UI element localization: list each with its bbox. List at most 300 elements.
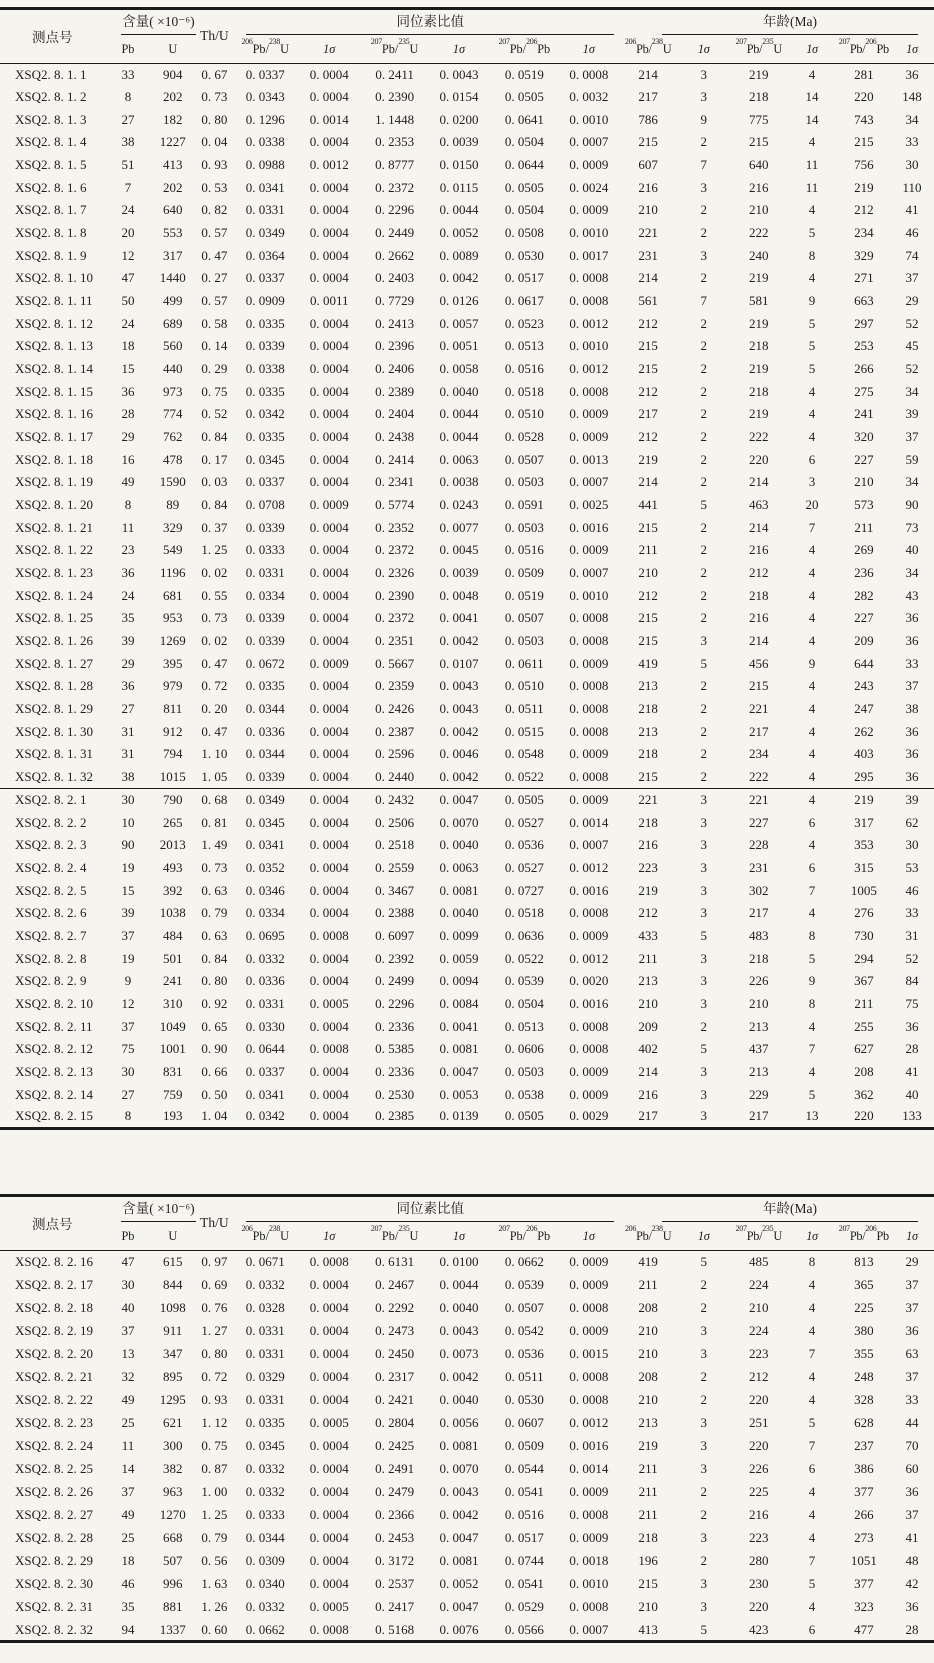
cell-1sigma: 4 [808, 678, 816, 694]
table-row [0, 1038, 934, 1061]
cell-ratio-206pb-238u: 0. 0349 [245, 225, 285, 241]
col-header-ratio-207pb-235u: $^{207}$Pb/$^{235}$U [370, 37, 419, 57]
cell-th-u: 0. 14 [201, 338, 228, 354]
cell-1sigma: 0. 0009 [569, 1063, 609, 1079]
cell-ratio-207pb-206pb: 0. 0519 [504, 587, 544, 603]
cell-age-206pb-238u: 196 [638, 1553, 658, 1569]
table-row [0, 1250, 934, 1273]
cell-1sigma: 0. 0004 [309, 225, 349, 241]
cell-1sigma: 0. 0052 [439, 225, 479, 241]
table-row [0, 857, 934, 880]
cell-1sigma: 0. 0012 [569, 1414, 609, 1430]
cell-age-207pb-235u: 222 [749, 225, 769, 241]
cell-age-206pb-238u: 221 [638, 225, 658, 241]
cell-ratio-207pb-206pb: 0. 0503 [504, 474, 544, 490]
cell-age-207pb-235u: 216 [749, 179, 769, 195]
cell-ratio-206pb-238u: 0. 0331 [245, 202, 285, 218]
cell-th-u: 0. 80 [201, 1345, 228, 1361]
cell-1sigma: 0. 0051 [439, 338, 479, 354]
cell-1sigma: 7 [808, 882, 816, 898]
table-row [0, 131, 934, 154]
cell-age-207pb-235u: 210 [749, 1299, 769, 1315]
table-row [0, 199, 934, 222]
cell-age-207pb-235u: 219 [749, 361, 769, 377]
table-row [0, 539, 934, 562]
cell-spot-id: XSQ2. 8. 2. 21 [15, 1368, 94, 1384]
cell-ratio-206pb-238u: 0. 0328 [245, 1299, 285, 1315]
cell-1sigma: 0. 0012 [569, 950, 609, 966]
cell-ratio-207pb-235u: 0. 2417 [375, 1599, 415, 1615]
table-row [0, 471, 934, 494]
cell-age-207pb-206pb: 211 [854, 995, 874, 1011]
cell-1sigma: 3 [700, 89, 707, 104]
cell-1sigma: 36 [905, 723, 919, 739]
cell-1sigma: 0. 0009 [309, 655, 349, 671]
cell-1sigma: 0. 0015 [569, 1345, 609, 1361]
cell-age-206pb-238u: 213 [638, 678, 658, 694]
cell-ratio-207pb-206pb: 0. 0516 [504, 542, 544, 558]
cell-u: 794 [163, 746, 183, 762]
cell-ratio-207pb-235u: 0. 2296 [375, 995, 415, 1011]
cell-1sigma: 0. 0004 [309, 859, 349, 875]
cell-1sigma: 4 [808, 723, 816, 739]
cell-age-206pb-238u: 413 [638, 1621, 658, 1637]
cell-1sigma: 2 [676, 766, 731, 789]
cell-1sigma: 0. 0047 [439, 1530, 479, 1546]
cell-spot-id: XSQ2. 8. 1. 18 [15, 451, 94, 467]
cell-1sigma: 0. 0017 [569, 247, 609, 263]
cell-ratio-207pb-206pb: 0. 0744 [504, 1553, 544, 1569]
cell-ratio-207pb-235u: 0. 2453 [375, 1530, 415, 1546]
col-header-ratio-207pb-235u: $^{207}$Pb/$^{235}$U [370, 1224, 419, 1244]
table-row [0, 925, 934, 948]
cell-1sigma: 0. 0009 [569, 1253, 609, 1269]
cell-age-207pb-206pb: 295 [838, 766, 890, 789]
cell-u: 681 [163, 587, 183, 603]
cell-1sigma: 3 [700, 1599, 707, 1615]
table-row [0, 1106, 934, 1129]
cell-ratio-207pb-235u: 0. 2491 [375, 1461, 415, 1477]
cell-age-206pb-238u: 208 [638, 1299, 658, 1315]
cell-ratio-207pb-235u: 0. 2473 [375, 1322, 415, 1338]
cell-age-206pb-238u: 213 [638, 723, 658, 739]
cell-u: 193 [163, 1108, 183, 1124]
cell-ratio-207pb-235u: 0. 2421 [375, 1391, 415, 1407]
table-row [0, 879, 934, 902]
cell-1sigma: 9 [808, 293, 816, 309]
cell-th-u: 0. 73 [201, 610, 228, 626]
cell-age-206pb-238u: 211 [638, 1507, 658, 1523]
cell-age-206pb-238u: 214 [638, 1063, 658, 1079]
cell-th-u: 0. 93 [201, 157, 228, 173]
cell-1sigma: 0. 0004 [309, 814, 349, 830]
cell-1sigma: 0. 0063 [439, 451, 479, 467]
cell-age-207pb-206pb: 275 [854, 383, 874, 399]
cell-spot-id: XSQ2. 8. 1. 26 [15, 633, 94, 649]
cell-1sigma: 0. 0004 [309, 451, 349, 467]
cell-spot-id: XSQ2. 8. 1. 19 [15, 474, 94, 490]
cell-ratio-206pb-238u: 0. 0334 [245, 905, 285, 921]
cell-th-u: 1. 27 [201, 1322, 228, 1338]
cell-th-u: 0. 20 [201, 701, 228, 717]
cell-th-u: 1. 05 [194, 766, 234, 789]
cell-age-207pb-206pb: 211 [854, 519, 874, 535]
cell-ratio-207pb-206pb: 0. 0516 [504, 361, 544, 377]
cell-1sigma: 0. 0016 [569, 882, 609, 898]
table-row [0, 494, 934, 517]
cell-u: 844 [163, 1276, 183, 1292]
cell-ratio-207pb-235u: 0. 2390 [375, 89, 415, 104]
cell-th-u: 0. 47 [201, 723, 228, 739]
cell-pb: 19 [121, 950, 135, 966]
cell-age-207pb-206pb: 627 [854, 1041, 874, 1057]
cell-u: 1001 [159, 1041, 186, 1057]
table-row [0, 154, 934, 177]
cell-pb: 37 [121, 927, 135, 943]
table-row [0, 1319, 934, 1342]
cell-age-207pb-235u: 212 [749, 1368, 769, 1384]
cell-1sigma: 0. 0004 [309, 1484, 349, 1500]
cell-1sigma: 0. 0042 [439, 1507, 479, 1523]
cell-1sigma: 0. 0005 [309, 1599, 349, 1615]
cell-age-207pb-206pb: 1051 [850, 1553, 877, 1569]
cell-th-u: 0. 75 [201, 383, 228, 399]
cell-1sigma: 0. 0014 [309, 111, 349, 127]
cell-th-u: 0. 63 [201, 882, 228, 898]
table-row [0, 1527, 934, 1550]
cell-u: 478 [163, 451, 183, 467]
cell-age-207pb-206pb: 317 [854, 814, 874, 830]
cell-th-u: 0. 17 [201, 451, 228, 467]
cell-1sigma: 0. 0004 [309, 1063, 349, 1079]
cell-ratio-207pb-206pb: 0. 0617 [504, 293, 544, 309]
cell-ratio-207pb-235u: 0. 2467 [375, 1276, 415, 1292]
cell-u: 881 [163, 1599, 183, 1615]
cell-age-206pb-238u: 210 [638, 202, 658, 218]
cell-spot-id: XSQ2. 8. 1. 17 [15, 429, 94, 445]
cell-th-u: 1. 26 [201, 1599, 228, 1615]
cell-age-207pb-235u: 225 [749, 1484, 769, 1500]
cell-u: 553 [163, 225, 183, 241]
cell-pb: 29 [121, 429, 135, 445]
cell-th-u: 0. 81 [201, 814, 228, 830]
cell-ratio-206pb-238u: 0. 0336 [245, 973, 285, 989]
cell-1sigma: 0. 0004 [309, 406, 349, 422]
cell-ratio-207pb-206pb: 0. 0522 [491, 766, 557, 789]
col-header-1sigma: 1σ [323, 1229, 336, 1244]
cell-1sigma: 0. 0005 [309, 995, 349, 1011]
cell-1sigma: 0. 0004 [309, 1108, 349, 1124]
cell-1sigma: 0. 0043 [439, 1484, 479, 1500]
cell-1sigma: 84 [905, 973, 919, 989]
cell-age-207pb-206pb: 266 [854, 361, 874, 377]
cell-1sigma: 8 [808, 927, 816, 943]
cell-1sigma: 0. 0045 [439, 542, 479, 558]
cell-1sigma: 90 [905, 497, 919, 513]
cell-1sigma: 0. 0100 [439, 1253, 479, 1269]
cell-1sigma: 30 [905, 837, 919, 853]
col-header-spot: 测点号 [32, 1217, 73, 1233]
cell-1sigma: 0. 0008 [569, 701, 609, 717]
cell-ratio-206pb-238u: 0. 0708 [245, 497, 285, 513]
cell-age-207pb-235u: 217 [749, 1108, 769, 1124]
cell-1sigma: 2 [700, 361, 707, 377]
cell-1sigma: 4 [786, 766, 837, 789]
cell-ratio-207pb-206pb: 0. 0636 [504, 927, 544, 943]
cell-1sigma: 2 [700, 315, 707, 331]
cell-u: 1196 [160, 565, 186, 581]
cell-u: 1015 [151, 766, 194, 789]
cell-1sigma: 0. 0004 [309, 1018, 349, 1034]
cell-ratio-207pb-206pb: 0. 0548 [504, 746, 544, 762]
col-header-ratio-206pb-238u: $^{206}$Pb/$^{238}$U [241, 1224, 289, 1244]
cell-ratio-206pb-238u: 0. 0337 [245, 474, 285, 490]
cell-1sigma: 0. 0007 [569, 1621, 609, 1637]
cell-1sigma: 0. 0008 [569, 610, 609, 626]
table-body [0, 1250, 934, 1642]
cell-spot-id: XSQ2. 8. 2. 2 [15, 814, 87, 830]
cell-age-207pb-235u: 214 [749, 633, 769, 649]
cell-1sigma: 0. 0014 [569, 1461, 609, 1477]
cell-ratio-207pb-235u: 0. 2414 [375, 451, 415, 467]
cell-1sigma: 3 [700, 1322, 707, 1338]
cell-ratio-206pb-238u: 0. 0344 [245, 1530, 285, 1546]
cell-1sigma: 0. 0007 [569, 837, 609, 853]
cell-spot-id: XSQ2. 8. 2. 8 [15, 950, 87, 966]
cell-ratio-207pb-206pb: 0. 0727 [504, 882, 544, 898]
cell-th-u: 0. 72 [201, 678, 228, 694]
cell-ratio-206pb-238u: 0. 0333 [245, 1507, 285, 1523]
cell-1sigma: 2 [700, 701, 707, 717]
cell-age-207pb-206pb: 271 [854, 270, 874, 286]
cell-ratio-206pb-238u: 0. 0344 [245, 746, 285, 762]
cell-1sigma: 4 [808, 1484, 816, 1500]
cell-age-207pb-235u: 215 [749, 134, 769, 150]
cell-1sigma: 3 [700, 973, 707, 989]
cell-age-206pb-238u: 212 [638, 587, 658, 603]
cell-u: 996 [163, 1576, 183, 1592]
cell-1sigma: 3 [700, 1345, 707, 1361]
cell-ratio-206pb-238u: 0. 0334 [245, 587, 285, 603]
cell-age-207pb-235u: 223 [749, 1345, 769, 1361]
cell-spot-id: XSQ2. 8. 1. 28 [15, 678, 94, 694]
cell-age-207pb-235u: 437 [749, 1041, 769, 1057]
cell-1sigma: 5 [700, 497, 707, 513]
cell-1sigma: 0. 0004 [309, 429, 349, 445]
cell-1sigma: 0. 0007 [569, 474, 609, 490]
cell-spot-id: XSQ2. 8. 1. 24 [15, 587, 94, 603]
cell-pb: 35 [121, 610, 135, 626]
cell-1sigma: 0. 0042 [439, 633, 479, 649]
cell-pb: 33 [121, 66, 135, 82]
cell-1sigma: 2 [700, 723, 707, 739]
cell-1sigma: 8 [808, 1253, 816, 1269]
cell-u: 329 [163, 519, 183, 535]
table-row [0, 902, 934, 925]
cell-th-u: 0. 57 [201, 293, 228, 309]
cell-ratio-206pb-238u: 0. 0341 [245, 179, 285, 195]
cell-ratio-207pb-206pb: 0. 0591 [504, 497, 544, 513]
cell-age-206pb-238u: 607 [638, 157, 658, 173]
cell-1sigma: 36 [905, 610, 919, 626]
cell-ratio-206pb-238u: 0. 0332 [245, 1461, 285, 1477]
cell-age-207pb-206pb: 377 [854, 1576, 874, 1592]
cell-1sigma: 2 [700, 406, 707, 422]
cell-age-206pb-238u: 218 [638, 701, 658, 717]
cell-u: 484 [163, 927, 183, 943]
cell-ratio-206pb-238u: 0. 0340 [245, 1576, 285, 1592]
cell-1sigma: 4 [808, 429, 816, 445]
cell-1sigma: 6 [808, 814, 816, 830]
cell-1sigma: 4 [808, 746, 816, 762]
cell-1sigma: 0. 0004 [309, 587, 349, 603]
cell-1sigma: 4 [808, 1599, 816, 1615]
cell-ratio-207pb-206pb: 0. 0538 [504, 1086, 544, 1102]
cell-1sigma: 2 [700, 225, 707, 241]
cell-1sigma: 0. 0014 [569, 814, 609, 830]
cell-u: 182 [163, 111, 183, 127]
cell-age-207pb-235u: 215 [749, 678, 769, 694]
cell-ratio-207pb-206pb: 0. 0544 [504, 1461, 544, 1477]
cell-1sigma: 0. 0009 [569, 1484, 609, 1500]
cell-ratio-206pb-238u: 0. 0335 [245, 1414, 285, 1430]
cell-ratio-206pb-238u: 0. 0335 [245, 315, 285, 331]
cell-1sigma: 0. 0004 [309, 1276, 349, 1292]
cell-1sigma: 0. 0004 [309, 1507, 349, 1523]
cell-th-u: 0. 79 [201, 1530, 228, 1546]
cell-1sigma: 4 [808, 542, 816, 558]
cell-1sigma: 0. 0008 [569, 1299, 609, 1315]
cell-1sigma: 6 [808, 451, 816, 467]
cell-age-207pb-206pb: 243 [854, 678, 874, 694]
cell-ratio-207pb-206pb: 0. 0662 [504, 1253, 544, 1269]
cell-ratio-207pb-235u: 0. 2530 [375, 1086, 415, 1102]
cell-1sigma: 6 [808, 1461, 816, 1477]
cell-ratio-206pb-238u: 0. 0672 [245, 655, 285, 671]
cell-spot-id: XSQ2. 8. 2. 19 [15, 1322, 94, 1338]
cell-spot-id: XSQ2. 8. 1. 5 [15, 157, 87, 173]
cell-ratio-206pb-238u: 0. 0337 [245, 1063, 285, 1079]
cell-1sigma: 0. 0047 [439, 1063, 479, 1079]
cell-pb: 27 [121, 1086, 135, 1102]
cell-1sigma: 28 [905, 1621, 919, 1637]
cell-1sigma: 29 [905, 1253, 919, 1269]
cell-age-207pb-235u: 456 [749, 655, 769, 671]
cell-u: 762 [163, 429, 183, 445]
cell-1sigma: 0. 0047 [439, 1599, 479, 1615]
cell-age-206pb-238u: 210 [638, 1391, 658, 1407]
cell-1sigma: 0. 0115 [439, 179, 479, 195]
cell-th-u: 0. 53 [201, 179, 228, 195]
cell-1sigma: 0. 0070 [439, 814, 479, 830]
cell-1sigma: 0. 0041 [439, 610, 479, 626]
cell-spot-id: XSQ2. 8. 2. 24 [15, 1437, 94, 1453]
cell-ratio-207pb-206pb: 0. 0507 [504, 451, 544, 467]
cell-spot-id: XSQ2. 8. 2. 25 [15, 1461, 94, 1477]
table-row [0, 63, 934, 86]
cell-1sigma: 3 [700, 814, 707, 830]
cell-u: 2013 [159, 837, 186, 853]
cell-age-206pb-238u: 231 [638, 247, 658, 263]
cell-spot-id: XSQ2. 8. 1. 4 [15, 134, 87, 150]
cell-1sigma: 0. 0005 [309, 1414, 349, 1430]
cell-age-207pb-235u: 221 [749, 701, 769, 717]
cell-1sigma: 0. 0008 [558, 766, 621, 789]
cell-1sigma: 0. 0081 [439, 1041, 479, 1057]
cell-ratio-207pb-206pb: 0. 0606 [504, 1041, 544, 1057]
cell-1sigma: 4 [808, 1018, 816, 1034]
lower-data-table [0, 1194, 934, 1643]
cell-ratio-207pb-206pb: 0. 0510 [504, 406, 544, 422]
cell-1sigma: 3 [700, 633, 707, 649]
cell-1sigma: 0. 0200 [439, 111, 479, 127]
cell-age-206pb-238u: 211 [638, 542, 658, 558]
cell-ratio-207pb-206pb: 0. 0504 [504, 995, 544, 1011]
cell-th-u: 0. 66 [201, 1063, 228, 1079]
table-row [0, 630, 934, 653]
cell-1sigma: 0. 0009 [569, 202, 609, 218]
cell-1sigma: 9 [808, 655, 816, 671]
cell-1sigma: 0. 0041 [439, 1018, 479, 1034]
cell-1sigma: 36 [905, 1018, 919, 1034]
col-header-1sigma: 1σ [806, 1229, 818, 1244]
cell-ratio-206pb-238u: 0. 0331 [245, 1391, 285, 1407]
cell-1sigma: 0. 0059 [439, 950, 479, 966]
cell-spot-id: XSQ2. 8. 2. 9 [15, 973, 87, 989]
cell-spot-id: XSQ2. 8. 1. 31 [15, 746, 94, 762]
cell-ratio-207pb-206pb: 0. 0644 [504, 157, 544, 173]
cell-spot-id: XSQ2. 8. 2. 7 [15, 927, 87, 943]
table-row [0, 970, 934, 993]
table-row [0, 108, 934, 131]
cell-age-207pb-235u: 581 [749, 293, 769, 309]
cell-age-207pb-235u: 226 [749, 973, 769, 989]
table-row [0, 698, 934, 721]
cell-ratio-206pb-238u: 0. 0335 [245, 678, 285, 694]
cell-age-207pb-235u: 210 [749, 202, 769, 218]
cell-age-207pb-235u: 218 [749, 338, 769, 354]
cell-ratio-207pb-235u: 0. 2387 [375, 723, 415, 739]
col-group-content: 含量( ×10⁻⁶) [121, 10, 197, 35]
cell-age-207pb-206pb: 329 [854, 247, 874, 263]
table-row [0, 448, 934, 471]
cell-1sigma: 0. 0004 [309, 792, 349, 808]
cell-1sigma: 0. 0139 [439, 1108, 479, 1124]
cell-spot-id: XSQ2. 8. 1. 21 [15, 519, 94, 535]
cell-ratio-207pb-235u: 0. 3467 [375, 882, 415, 898]
table-row [0, 426, 934, 449]
cell-age-207pb-235u: 227 [749, 814, 769, 830]
cell-age-206pb-238u: 215 [638, 338, 658, 354]
cell-th-u: 1. 00 [201, 1484, 228, 1500]
cell-u: 1590 [159, 474, 186, 490]
cell-pb: 24 [121, 315, 135, 331]
cell-1sigma: 37 [905, 1507, 919, 1523]
cell-1sigma: 40 [905, 1086, 919, 1102]
cell-1sigma: 0. 0004 [309, 1461, 349, 1477]
cell-spot-id: XSQ2. 8. 2. 27 [15, 1507, 94, 1523]
table-row [0, 1365, 934, 1388]
cell-1sigma: 0. 0046 [439, 746, 479, 762]
cell-ratio-206pb-238u: 0. 0332 [245, 1276, 285, 1292]
cell-age-207pb-206pb: 273 [854, 1530, 874, 1546]
cell-1sigma: 0. 0009 [569, 406, 609, 422]
col-header-age-206pb-238u: $^{206}$Pb/$^{238}$U [624, 1224, 672, 1244]
cell-1sigma: 0. 0004 [309, 1553, 349, 1569]
cell-1sigma: 75 [905, 995, 919, 1011]
cell-1sigma: 4 [808, 1276, 816, 1292]
cell-age-206pb-238u: 433 [638, 927, 658, 943]
